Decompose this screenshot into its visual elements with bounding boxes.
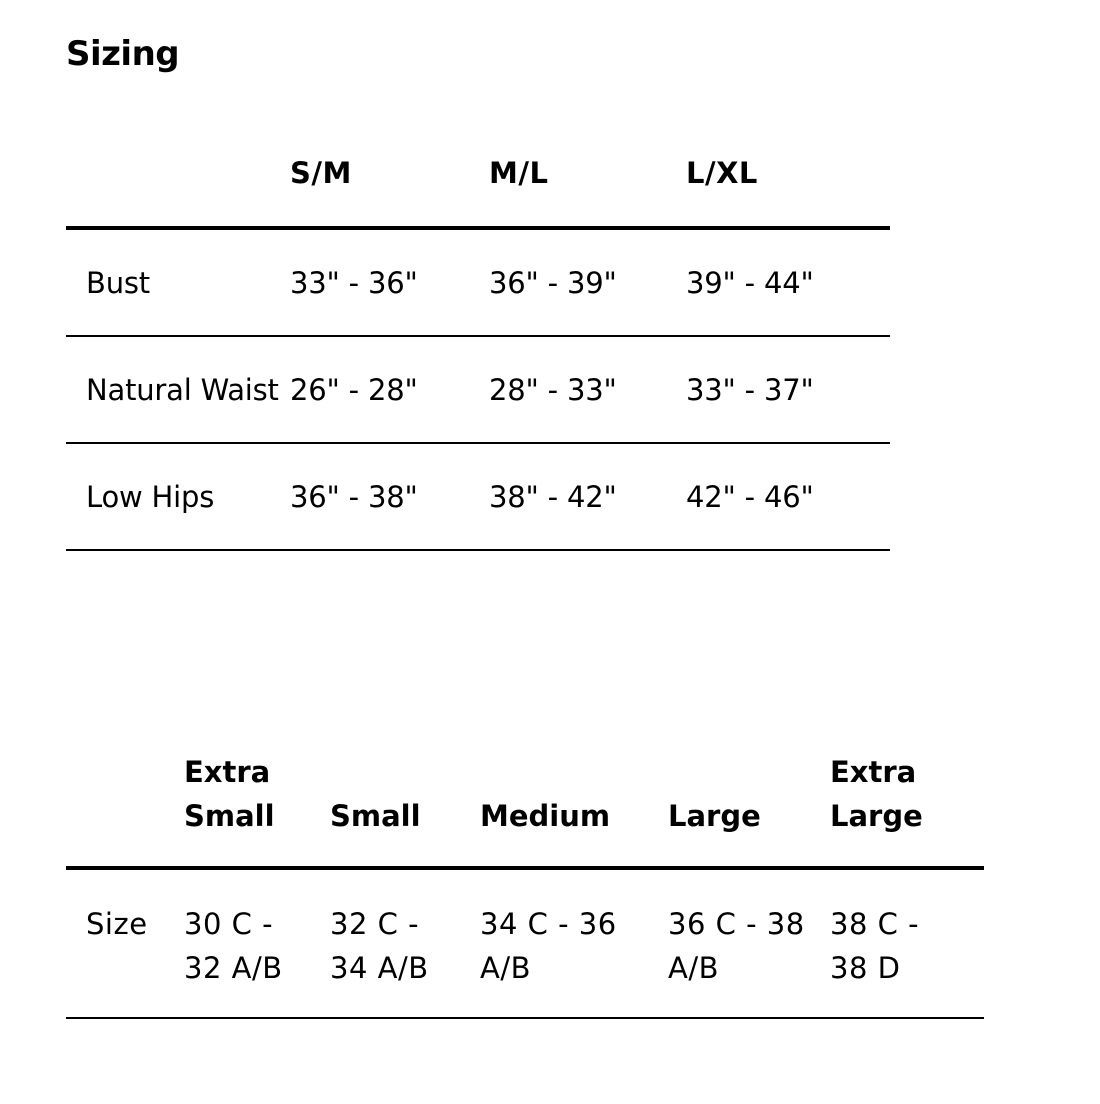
row-label: Natural Waist — [66, 336, 290, 443]
table-cell: 42" - 46" — [686, 443, 890, 550]
row-label: Bust — [66, 228, 290, 336]
table-cell: 36" - 39" — [489, 228, 686, 336]
page-title: Sizing — [66, 34, 180, 74]
table-header-row — [66, 120, 890, 228]
column-header-extra-large — [830, 748, 984, 868]
table-row-low-hips — [66, 443, 890, 550]
table-cell: 33" - 36" — [290, 228, 489, 336]
table-cell: 26" - 28" — [290, 336, 489, 443]
table-row-bust — [66, 228, 890, 336]
column-header-empty — [66, 120, 290, 228]
row-label: Size — [66, 868, 184, 1018]
column-header-l-xl: L/XL — [686, 120, 890, 228]
column-header-large — [668, 748, 830, 868]
row-label: Low Hips — [66, 443, 290, 550]
table-cell: 32 C - 34 A/B — [330, 868, 480, 1018]
table-cell: 36" - 38" — [290, 443, 489, 550]
table-row-size — [66, 868, 984, 1018]
column-header-label: Small — [330, 799, 421, 833]
table-cell: 33" - 37" — [686, 336, 890, 443]
column-header-medium — [480, 748, 668, 868]
table-row-natural-waist — [66, 336, 890, 443]
table-header-row — [66, 748, 984, 868]
column-header-label: Extra Small — [184, 755, 275, 833]
column-header-s-m: S/M — [290, 120, 489, 228]
table-cell: 36 C - 38 A/B — [668, 868, 830, 1018]
table-cell: 38 C - 38 D — [830, 868, 984, 1018]
table-cell: 34 C - 36 A/B — [480, 868, 668, 1018]
column-header-small — [330, 748, 480, 868]
table-cell: 39" - 44" — [686, 228, 890, 336]
column-header-label: Medium — [480, 799, 611, 833]
table-cell: 28" - 33" — [489, 336, 686, 443]
column-header-label: Large — [668, 799, 761, 833]
sizing-table-measurements — [66, 120, 890, 551]
column-header-m-l: M/L — [489, 120, 686, 228]
column-header-label: Extra Large — [830, 755, 923, 833]
table-cell: 38" - 42" — [489, 443, 686, 550]
column-header-extra-small — [184, 748, 330, 868]
column-header-empty — [66, 748, 184, 868]
sizing-table-bra-size — [66, 748, 984, 1019]
table-cell: 30 C - 32 A/B — [184, 868, 330, 1018]
